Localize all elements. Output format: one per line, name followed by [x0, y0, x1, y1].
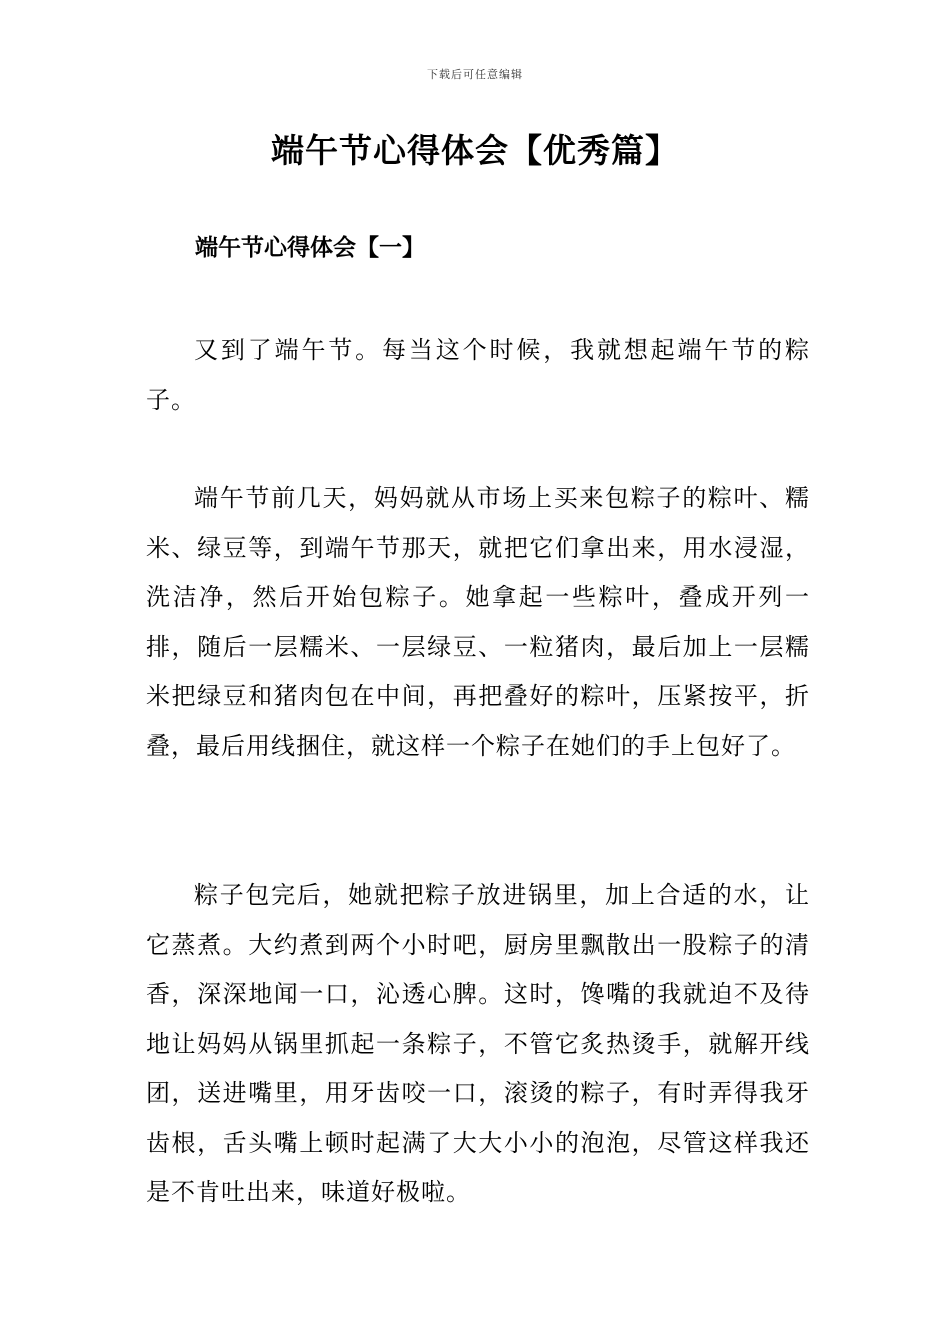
section-heading: 端午节心得体会【一】: [195, 234, 425, 261]
header-note: 下载后可任意编辑: [427, 68, 523, 81]
document-title: 端午节心得体会【优秀篇】: [271, 131, 679, 170]
paragraph-2: 端午节前几天，妈妈就从市场上买来包粽子的粽叶、糯米、绿豆等，到端午节那天，就把它们拿出来，用水浸湿，洗洁净，然后开始包粽子。她拿起一些粽叶，叠成开列一排，随后一层糯米、一层绿豆、一粒猪肉，最后加上一层糯米把绿豆和猪肉包在中间，再把叠好的粽叶，压紧按平，折叠，最后用线捆住，就这样一个粽子在她们的手上包好了。: [146, 484, 810, 760]
paragraph-3: 粽子包完后，她就把粽子放进锅里，加上合适的水，让它蒸煮。大约煮到两个小时吧，厨房里飘散出一股粽子的清香，深深地闻一口，沁透心脾。这时，馋嘴的我就迫不及待地让妈妈从锅里抓起一条粽子，不管它炙热烫手，就解开线团，送进嘴里，用牙齿咬一口，滚烫的粽子，有时弄得我牙齿根，舌头嘴上顿时起满了大大小小的泡泡，尽管这样我还是不肯吐出来，味道好极啦。: [146, 881, 810, 1206]
paragraph-1: 又到了端午节。每当这个时候，我就想起端午节的粽子。: [146, 336, 810, 414]
